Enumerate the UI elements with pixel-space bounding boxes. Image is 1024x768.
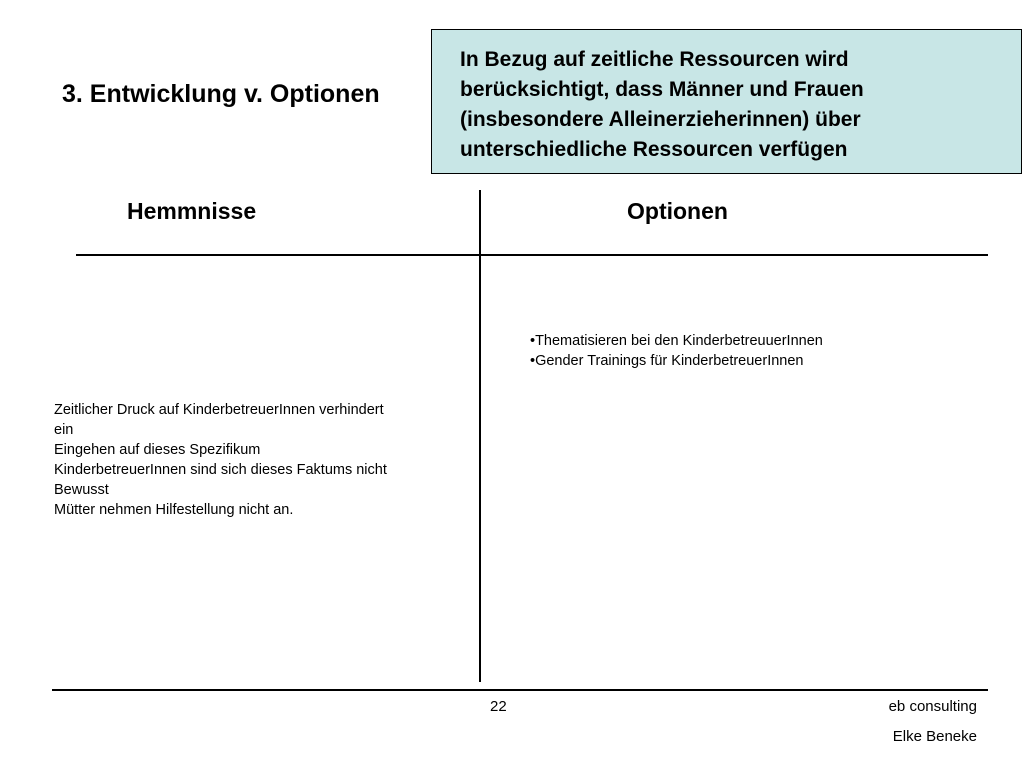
footer-divider [52,689,988,691]
obstacles-line: Bewusst [54,482,109,498]
list-item: •Thematisieren bei den KinderbetreuuerInnen [530,333,823,349]
obstacles-line: Eingehen auf dieses Spezifikum [54,442,261,458]
list-item: •Gender Trainings für KinderbetreuerInnen [530,353,804,369]
footer-company: eb consulting [888,698,977,715]
callout-box [431,29,1022,174]
page-number: 22 [490,698,507,715]
slide-title: 3. Entwicklung v. Optionen [62,80,380,108]
obstacles-line: Zeitlicher Druck auf KinderbetreuerInnen verhindert [54,402,384,418]
column-heading-hemmnisse: Hemmnisse [127,198,257,224]
obstacles-line: Mütter nehmen Hilfestellung nicht an. [54,502,294,518]
options-list [530,331,823,371]
column-divider [479,190,481,682]
obstacles-line: ein [54,422,74,438]
footer-author: Elke Beneke [892,728,977,745]
callout-line: In Bezug auf zeitliche Ressourcen wird [460,48,849,71]
callout-line: berücksichtigt, dass Männer und Frauen [460,78,864,101]
callout-line: (insbesondere Alleinerzieherinnen) über [460,108,861,131]
obstacles-text [54,400,464,520]
table-header-divider [76,254,988,256]
callout-line: unterschiedliche Ressourcen verfügen [460,138,848,161]
column-heading-optionen: Optionen [627,198,728,224]
obstacles-line: KinderbetreuerInnen sind sich dieses Faktums nicht [54,462,387,478]
